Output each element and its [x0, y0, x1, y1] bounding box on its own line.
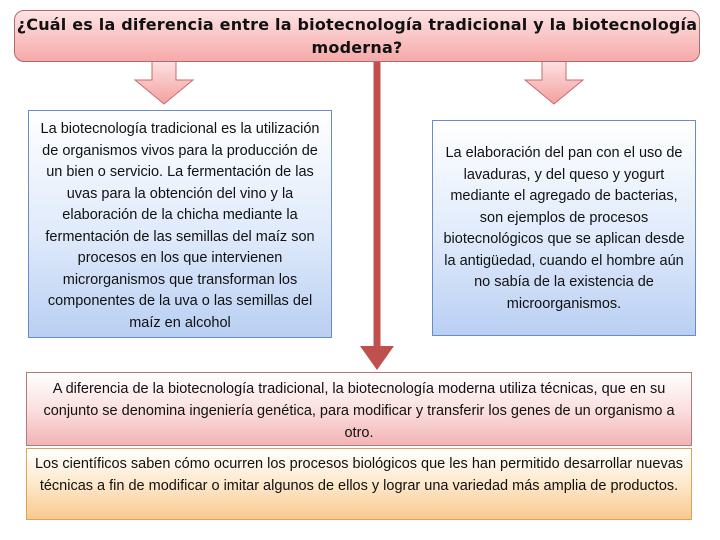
title-box: [14, 10, 700, 62]
modern-definition-text: A diferencia de la biotecnología tradicional, la biotecnología moderna utiliza técnicas, que en su conjunto se denomina ingeniería genética, para modificar y transferir los genes de un organismo a otro.: [43, 381, 675, 441]
scientists-note-text: Los científicos saben cómo ocurren los procesos biológicos que les han permitido desarrollar nuevas técnicas a fin de modificar o imitar algunos de ellos y lograr una variedad más amplia de productos.: [34, 456, 684, 494]
traditional-examples-text: La elaboración del pan con el uso de lavaduras, y del queso y yogurt mediante el agregado de bacterias, son ejemplos de procesos biotecnológicos que se aplican desde la antigüedad, cuando el hombre aún no sabía de la existencia de microorganismos.: [443, 145, 685, 312]
left-down-arrow: [135, 60, 193, 104]
center-arrow-head: [360, 346, 394, 370]
modern-definition-box: [26, 372, 692, 446]
traditional-examples-box: [432, 120, 696, 336]
right-down-arrow: [525, 60, 583, 104]
traditional-definition-box: [28, 110, 332, 338]
diagram-title: ¿Cuál es la diferencia entre la biotecnología tradicional y la biotecnología moderna?: [16, 15, 698, 57]
scientists-note-box: [26, 448, 692, 520]
traditional-definition-text: La biotecnología tradicional es la utilización de organismos vivos para la producción de un bien o servicio. La fermentación de las uvas para la obtención del vino y la elaboración de la chicha mediante la fermentación de las semillas del maíz son procesos en los que intervienen microrganismos que transforman los componentes de la uva o las semillas del maíz en alcohol: [40, 121, 320, 331]
